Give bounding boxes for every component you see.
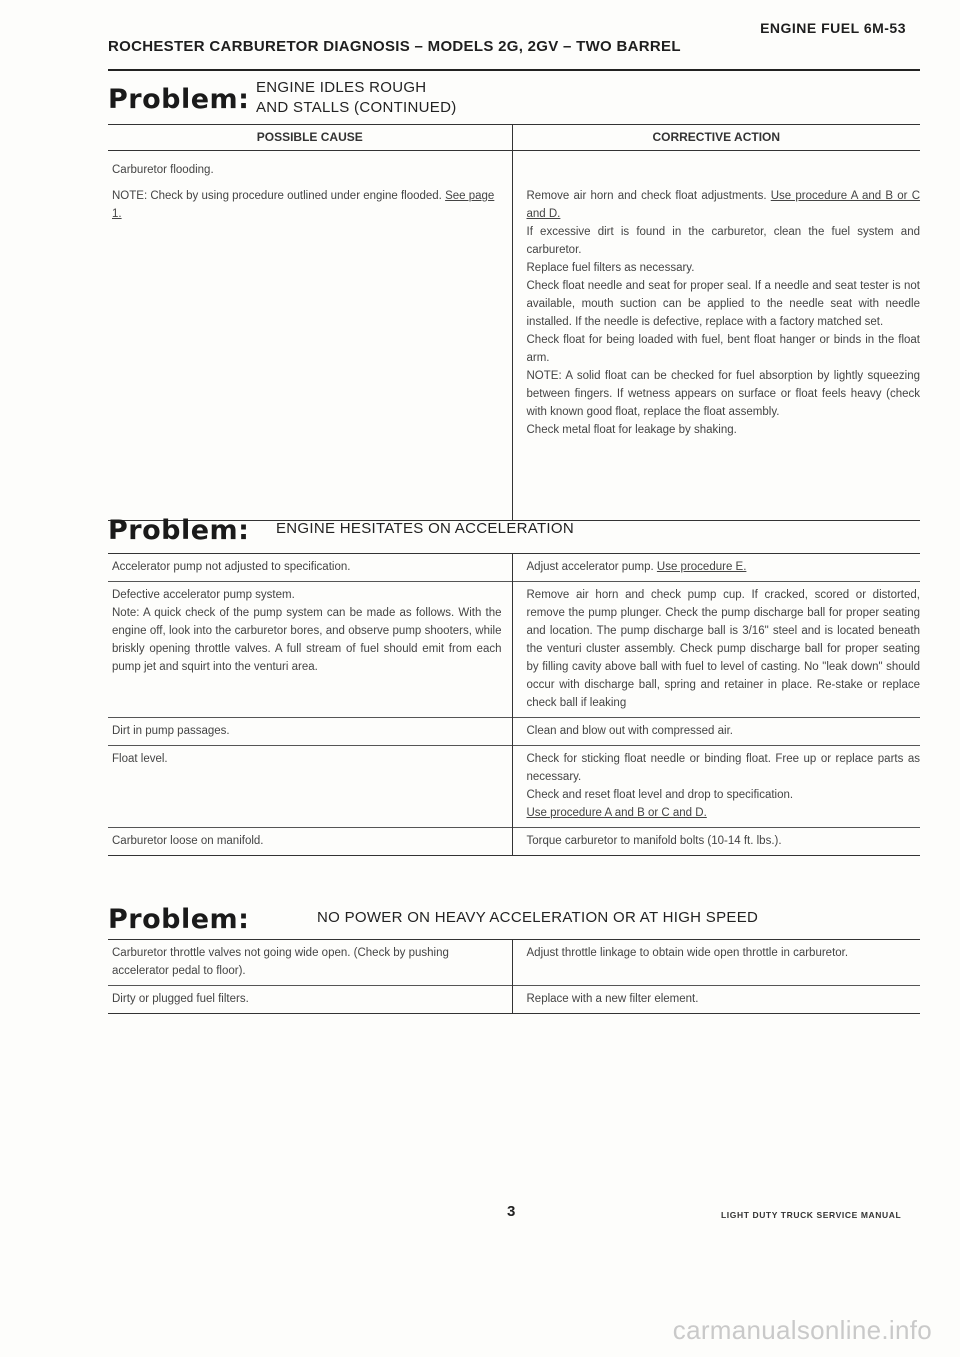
action-cell <box>512 746 920 828</box>
problem-label: Problem: <box>108 515 250 546</box>
cause-text: Carburetor flooding. <box>112 164 214 176</box>
problem-title <box>276 519 574 539</box>
problem-title <box>317 908 758 928</box>
cause-text: Float level. <box>112 753 168 765</box>
action-text: Check float needle and seat for proper seal. If a needle and seat tester is not available, mouth suction can be applied to the needle seat with needle installed. If the needle is defective, replace with a factory matched set. <box>526 280 920 328</box>
page-reference-link[interactable]: See page 1. <box>112 190 495 220</box>
action-text: Clean and blow out with compressed air. <box>526 725 733 737</box>
cause-cell <box>108 828 512 856</box>
cause-text: Defective accelerator pump system. <box>112 589 295 601</box>
action-text: Check and reset float level and drop to specification. <box>526 789 794 801</box>
problem-title-line: ENGINE IDLES ROUGH <box>256 79 427 96</box>
action-text: Remove air horn and check pump cup. If cracked, scored or distorted, remove the pump plunger. Check the pump discharge ball for proper seating and location. The pump discharge ball is 3/16" steel and is located beneath the venturi cluster assembly. Check pump discharge ball for proper seating by filling cavity above ball with fuel to level of casting. No "leak down" should occur with discharge ball, spring and retainer in place. Re-stake or replace check ball if leaking <box>526 589 920 709</box>
page-number: 3 <box>507 1203 516 1220</box>
action-cell <box>512 582 920 718</box>
cause-text: Dirty or plugged fuel filters. <box>112 993 249 1005</box>
table-row <box>108 986 920 1014</box>
action-text: Adjust accelerator pump. <box>526 561 654 573</box>
cause-cell <box>108 746 512 828</box>
action-text: Adjust throttle linkage to obtain wide open throttle in carburetor. <box>526 947 849 959</box>
problem-label: Problem: <box>108 84 250 115</box>
cause-note-text: NOTE: Check by using procedure outlined under engine flooded. <box>112 190 442 202</box>
procedure-link[interactable]: Use procedure E. <box>656 561 747 573</box>
problem-title-line: ENGINE HESITATES ON ACCELERATION <box>276 520 574 537</box>
cause-text: Dirt in pump passages. <box>112 725 230 737</box>
action-cell <box>512 554 920 582</box>
table-row <box>108 718 920 746</box>
problem-heading-idles-rough <box>108 80 920 122</box>
table-row <box>108 828 920 856</box>
action-text <box>527 187 921 223</box>
action-text: Check metal float for leakage by shaking. <box>526 424 737 436</box>
action-text-part: Remove air horn and check float adjustments. <box>526 190 767 202</box>
table-row <box>108 940 920 986</box>
problem-heading-no-power <box>108 904 920 938</box>
action-text: If excessive dirt is found in the carburetor, clean the fuel system and carburetor. <box>526 226 920 256</box>
procedure-link[interactable]: Use procedure A and B or C and D. <box>526 807 707 819</box>
table-row <box>108 746 920 828</box>
section-header: ENGINE FUEL 6M-53 <box>760 20 906 36</box>
action-cell <box>512 828 920 856</box>
cause-text: Note: A quick check of the pump system can be made as follows. With the engine off, look into the carburetor bores, and observe pump shooters, while briskly opening throttle valves. A full stream of fuel should emit from each pump jet and squirt into the venturi area. <box>112 607 502 673</box>
watermark: carmanualsonline.info <box>672 1315 932 1345</box>
table-row <box>108 554 920 582</box>
page-title: ROCHESTER CARBURETOR DIAGNOSIS – MODELS 2G, 2GV – TWO BARREL <box>108 38 681 55</box>
cause-text: Accelerator pump not adjusted to specification. <box>112 561 351 573</box>
problem-title-line: AND STALLS (CONTINUED) <box>256 99 457 116</box>
cause-text: Carburetor loose on manifold. <box>112 835 264 847</box>
cause-text: Carburetor throttle valves not going wide open. (Check by pushing accelerator pedal to floor). <box>112 947 449 977</box>
problem-heading-hesitates <box>108 513 920 549</box>
problem-title <box>256 78 457 118</box>
action-text: Check float for being loaded with fuel, bent float hanger or binds in the float arm. <box>526 334 920 364</box>
cause-cell <box>108 151 512 521</box>
action-cell <box>512 718 920 746</box>
diagnosis-table-idles-rough <box>108 124 920 521</box>
table-row <box>108 582 920 718</box>
cause-cell <box>108 986 512 1014</box>
action-text: Replace with a new filter element. <box>526 993 699 1005</box>
header-divider <box>108 69 920 71</box>
action-cell <box>512 940 920 986</box>
action-cell <box>512 986 920 1014</box>
cause-cell <box>108 582 512 718</box>
column-header-cause: POSSIBLE CAUSE <box>108 125 512 151</box>
problem-label: Problem: <box>108 904 250 935</box>
action-text: Check for sticking float needle or binding float. Free up or replace parts as necessary. <box>526 753 920 783</box>
cause-note <box>112 187 502 223</box>
action-cell <box>512 151 920 521</box>
problem-title-line: NO POWER ON HEAVY ACCELERATION OR AT HIGH SPEED <box>317 909 759 926</box>
action-text: NOTE: A solid float can be checked for fuel absorption by lightly squeezing between fingers. If wetness appears on surface or float feels heavy (check with known good float, replace the float assembly. <box>526 370 920 418</box>
procedure-link[interactable]: Use procedure A and B or C and D. <box>526 190 921 220</box>
action-text: Torque carburetor to manifold bolts (10-14 ft. lbs.). <box>526 835 782 847</box>
diagnosis-table-hesitates <box>108 553 920 856</box>
action-text: Replace fuel filters as necessary. <box>526 262 695 274</box>
cause-cell <box>108 554 512 582</box>
table-row <box>108 151 920 521</box>
cause-cell <box>108 718 512 746</box>
column-header-action: CORRECTIVE ACTION <box>512 125 920 151</box>
cause-cell <box>108 940 512 986</box>
manual-title: LIGHT DUTY TRUCK SERVICE MANUAL <box>721 1210 902 1220</box>
diagnosis-table-no-power <box>108 939 920 1014</box>
